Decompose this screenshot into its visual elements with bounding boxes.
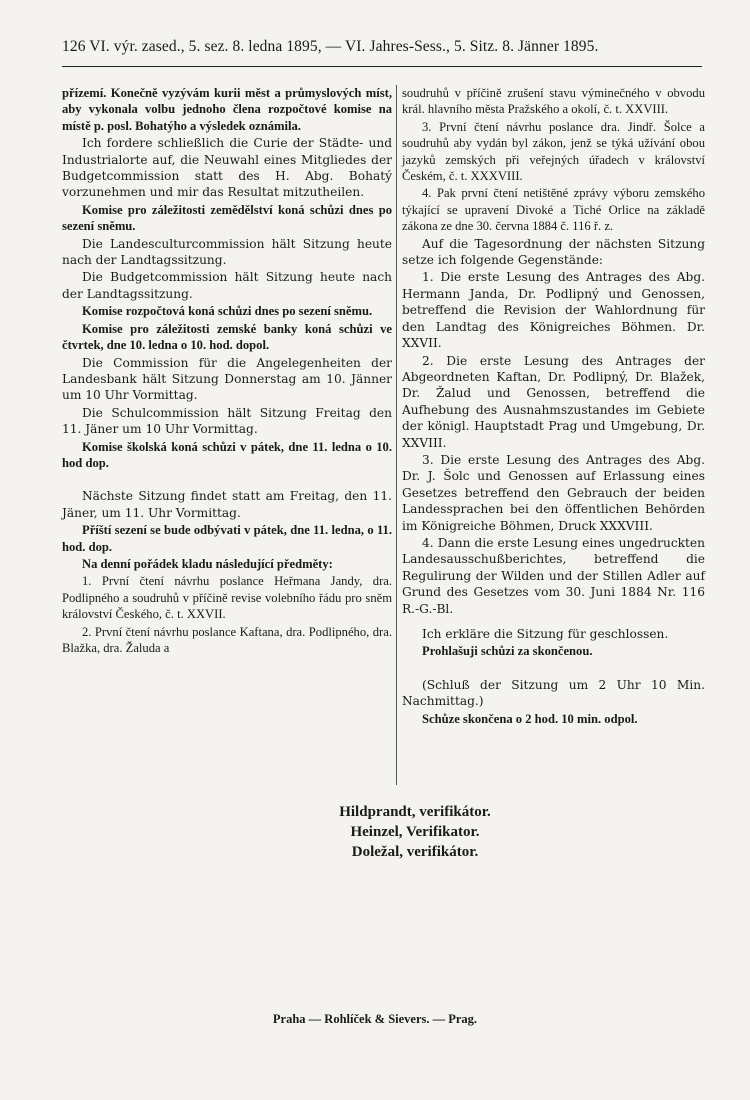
paragraph-cz-rozpoctova: Komise rozpočtová koná schůzi dnes po sezení sněmu.: [82, 304, 373, 319]
verifier-signatures: [250, 802, 580, 862]
paragraph-cz-skoncenou: Prohlašuji schůzi za skončenou.: [422, 644, 593, 659]
agenda-item-cz-2-cont: soudruhů v příčině zrušení stavu výminečného v obvodu král. hlavního města Pražského a okolí, č. t. XXVIII.: [402, 86, 705, 117]
page-header: 126 VI. výr. zased., 5. sez. 8. ledna 1895, — VI. Jahres-Sess., 5. Sitz. 8. Jänner 1895.: [62, 38, 599, 55]
paragraph-de-curie: Ich fordere schließlich die Curie der Städte- und Industrialorte auf, die Neuwahl eines Mitgliedes der Budgetcommission statt des H. Abg. Bohatý vorzunehmen und mir das Resultat mitzutheilen.: [62, 136, 392, 200]
paragraph-de-schluss: (Schluß der Sitzung um 2 Uhr 10 Min. Nachmittag.): [402, 677, 705, 709]
spacer: [402, 661, 705, 677]
paragraph-cz-kurie: přízemí. Konečně vyzývám kurii měst a průmyslových míst, aby vykonala volbu jednoho člena rozpočtové komise na místě p. posl. Bohatýho a výsledek oznámila.: [62, 86, 392, 133]
spacer: [402, 618, 705, 626]
paragraph-cz-pristi-sezeni: Příští sezení se bude odbývati v pátek, dne 11. ledna, o 11. hod. dop.: [62, 523, 392, 554]
paragraph-cz-banka: Komise pro záležitosti zemské banky koná schůzi ve čtvrtek, dne 10. ledna o 10. hod. dopol.: [62, 321, 392, 353]
printer-imprint: Praha — Rohlíček & Sievers. — Prag.: [272, 1012, 478, 1026]
paragraph-cz-skolska: Komise školská koná schůzi v pátek, dne 11. ledna o 10. hod dop.: [62, 439, 392, 470]
paragraph-de-landesbank: Die Commission für die Angelegenheiten der Landesbank hält Sitzung Donnerstag am 10. Jänner um 10 Uhr Vormittag.: [62, 355, 392, 403]
verifier-hildprandt: Hildprandt, verifikátor.: [339, 804, 491, 820]
right-column: [402, 85, 705, 728]
paragraph-cz-denni-poradek: Na denní pořádek kladu následující předměty:: [82, 556, 333, 571]
paragraph-cz-schuze-skoncena: Schůze skončena o 2 hod. 10 min. odpol.: [422, 711, 638, 726]
verifier-heinzel: Heinzel, Verifikator.: [350, 824, 480, 840]
paragraph-de-tagesordnung: Auf die Tagesordnung der nächsten Sitzung setze ich folgende Gegenstände:: [402, 236, 705, 268]
agenda-item-cz-3: 3. První čtení návrhu poslance dra. Jindř. Šolce a soudruhů aby vydán byl zákon, jenž se týká užívání obou jazyků zemských při veřejných úřadech v království Českém, č. t. XXXVIII.: [402, 119, 705, 184]
agenda-item-de-4: 4. Dann die erste Lesung eines ungedruckten Landesausschußberichtes, betreffend die Regulirung der Wilden und der Stillen Adler auf Grund des Gesetzes vom 30. Juni 1884 Nr. 116 R.-G.-Bl.: [402, 535, 705, 616]
agenda-item-de-1: 1. Die erste Lesung des Antrages des Abg. Hermann Janda, Dr. Podlipný und Genossen, betreffend die Revision der Wahlordnung für den Landtag des Königreiches Böhmen. Dr. XXVII.: [402, 270, 705, 351]
paragraph-de-geschlossen: Ich erkläre die Sitzung für geschlossen.: [422, 627, 669, 641]
verifier-dolezal: Doležal, verifikátor.: [351, 844, 479, 860]
paragraph-de-budgetcommission: Die Budgetcommission hält Sitzung heute nach der Landtagssitzung.: [62, 270, 392, 301]
agenda-item-de-2: 2. Die erste Lesung des Antrages der Abgeordneten Kaftan, Dr. Podlipný, Dr. Blažek, Dr. Žalud und Genossen, betreffend die Aufhebung des Ausnahmszustandes im Gebiete der königl. Hauptstadt Prag und Umgebung, Dr. XXVIII.: [402, 353, 705, 450]
header-rule: [62, 66, 702, 67]
column-divider: [396, 85, 397, 785]
agenda-item-cz-1: 1. První čtení návrhu poslance Heřmana Jandy, dra. Podlipného a soudruhů v příčině revise volebního řádu pro sněm království Českého, č. t. XXVII.: [62, 574, 392, 622]
paragraph-cz-zemedelstvi: Komise pro záležitosti zemědělství koná schůzi dnes po sezení sněmu.: [62, 202, 392, 234]
left-column: [62, 85, 392, 657]
paragraph-de-naechste-sitzung: Nächste Sitzung findet statt am Freitag, den 11. Jäner, um 11. Uhr Vormittag.: [62, 489, 392, 520]
spacer: [62, 472, 392, 488]
agenda-item-cz-2: 2. První čtení návrhu poslance Kaftana, dra. Podlipného, dra. Blažka, dra. Žaluda a: [62, 624, 392, 655]
agenda-item-de-3: 3. Die erste Lesung des Antrages des Abg. Dr. J. Šolc und Genossen auf Erlassung eines Gesetzes betreffend den Gebrauch der beiden Landessprachen bei den öffentlichen Behörden im Königreiche Böhmen, Druck XXXVIII.: [402, 452, 705, 533]
paragraph-de-schulcommission: Die Schulcommission hält Sitzung Freitag den 11. Jäner um 10 Uhr Vormittag.: [62, 405, 392, 437]
paragraph-de-landesculturcommission: Die Landesculturcommission hält Sitzung heute nach der Landtagssitzung.: [62, 236, 392, 268]
agenda-item-cz-4: 4. Pak první čtení netištěné zprávy výboru zemského týkající se upravení Divoké a Tiché Orlice na základě zákona ze dne 30. června 1884 č. 116 ř. z.: [402, 186, 705, 234]
